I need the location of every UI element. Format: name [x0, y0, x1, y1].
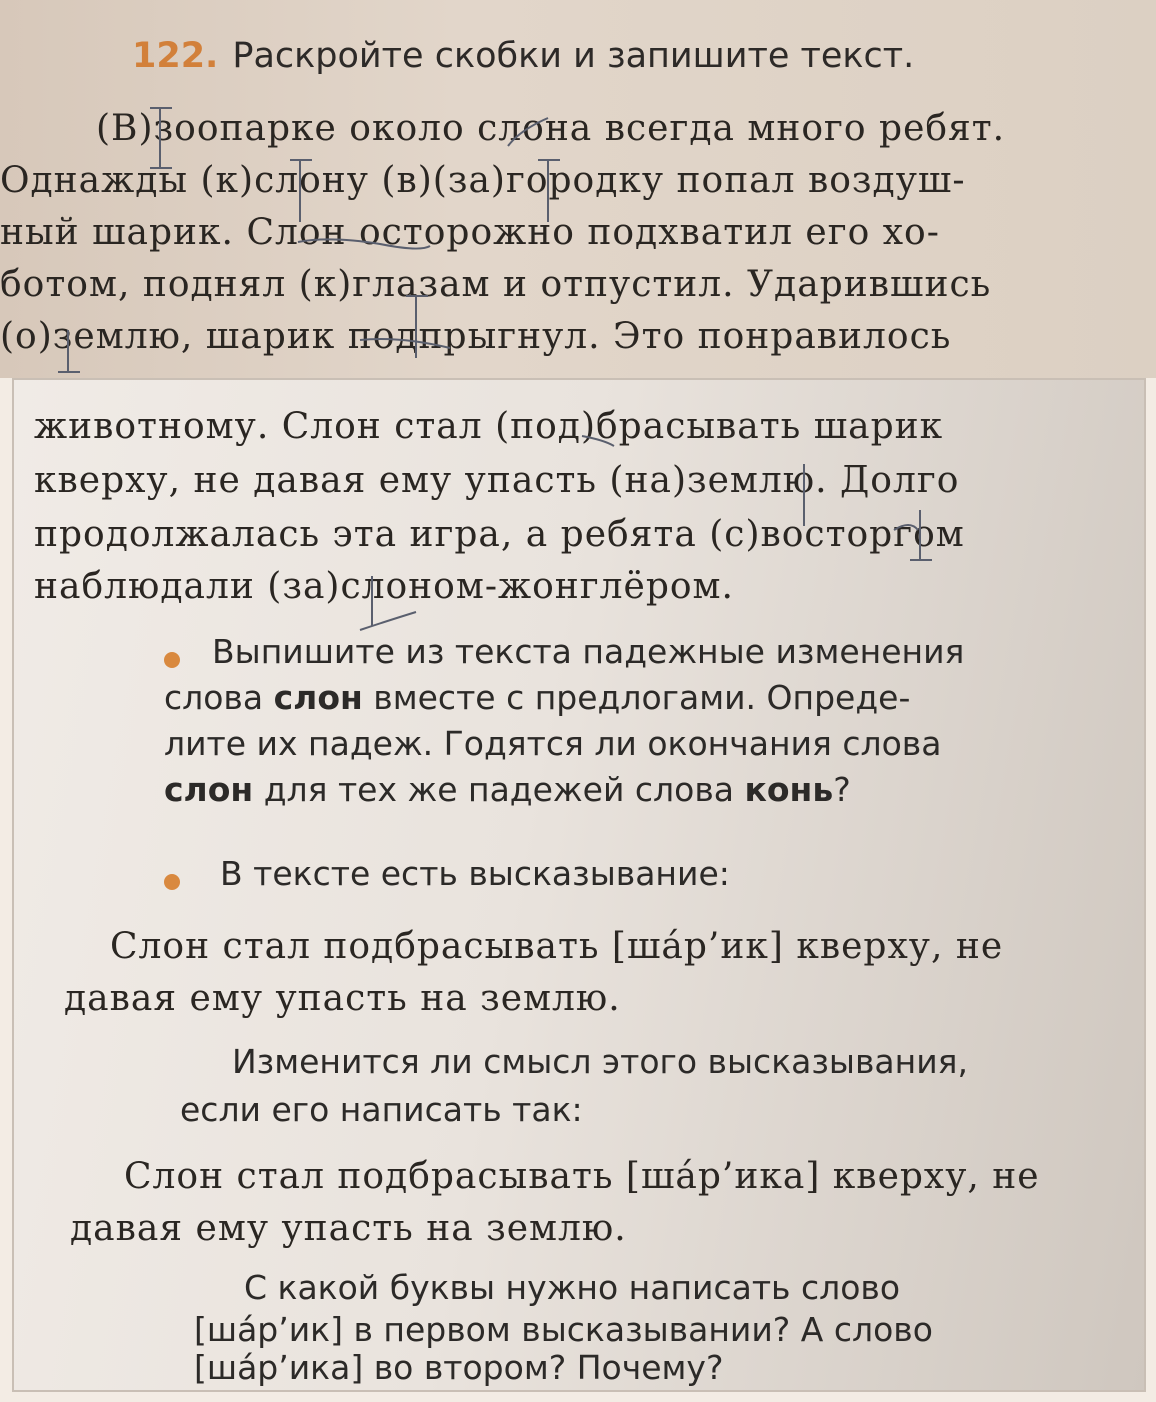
exercise-heading	[132, 36, 914, 76]
task1-line-4b: ?	[833, 770, 851, 809]
text-line-3: ный шарик. Слон осторожно подхватил его хо-	[0, 212, 940, 253]
final-line-1: С какой буквы нужно написать слово	[244, 1268, 901, 1307]
task1-line-3: лите их падеж. Годятся ли окончания слова	[164, 724, 942, 763]
final-line-2: [ша́р’ик] в первом высказывании? А слово	[194, 1310, 933, 1349]
task1-line-2b: вместе с предлогами. Опреде-	[362, 678, 911, 717]
quote1-line-1: Слон стал подбрасывать [ша́р’ик] кверху, не	[110, 926, 1004, 967]
text-line-4: ботом, поднял (к)глазам и отпустил. Ударившись	[0, 264, 992, 305]
task1-line-4	[164, 770, 851, 809]
text-line-6: животному. Слон стал (под)брасывать шарик	[34, 406, 944, 447]
quote2-line-1: Слон стал подбрасывать [ша́р’ика] кверху, не	[124, 1156, 1040, 1197]
task1-bullet	[164, 652, 180, 668]
task1-line-4a: для тех же падежей слова	[253, 770, 745, 809]
quote2-line-2: давая ему упасть на землю.	[70, 1208, 627, 1249]
page-photo-bottom	[14, 380, 1144, 1390]
question-line-1: Изменится ли смысл этого высказывания,	[232, 1042, 968, 1081]
exercise-number: 122.	[132, 36, 219, 76]
text-line-9: наблюдали (за)слоном-жонглёром.	[34, 566, 734, 607]
word-kon: конь	[744, 770, 834, 809]
question-line-2: если его написать так:	[180, 1090, 583, 1129]
exercise-instruction: Раскройте скобки и запишите текст.	[232, 36, 915, 76]
task1-line-2a: слова	[164, 678, 274, 717]
text-line-7: кверху, не давая ему упасть (на)землю. Долго	[34, 460, 960, 501]
task1-line-1: Выпишите из текста падежные изменения	[212, 632, 965, 671]
word-slon: слон	[273, 678, 363, 717]
final-line-3: [ша́р’ика] во втором? Почему?	[194, 1348, 724, 1387]
quote1-line-2: давая ему упасть на землю.	[64, 978, 621, 1019]
text-line-1: (В)зоопарке около слона всегда много ребят.	[96, 108, 1006, 149]
task2-intro: В тексте есть высказывание:	[220, 854, 730, 893]
page-photo-top	[0, 0, 1156, 378]
word-slon-2: слон	[164, 770, 254, 809]
task2-bullet	[164, 874, 180, 890]
text-line-2: Однажды (к)слону (в)(за)городку попал воздуш-	[0, 160, 966, 201]
task1-line-2	[164, 678, 910, 717]
text-line-8: продолжалась эта игра, а ребята (с)восторгом	[34, 514, 965, 555]
text-line-5: (о)землю, шарик подпрыгнул. Это понравилось	[0, 316, 952, 357]
